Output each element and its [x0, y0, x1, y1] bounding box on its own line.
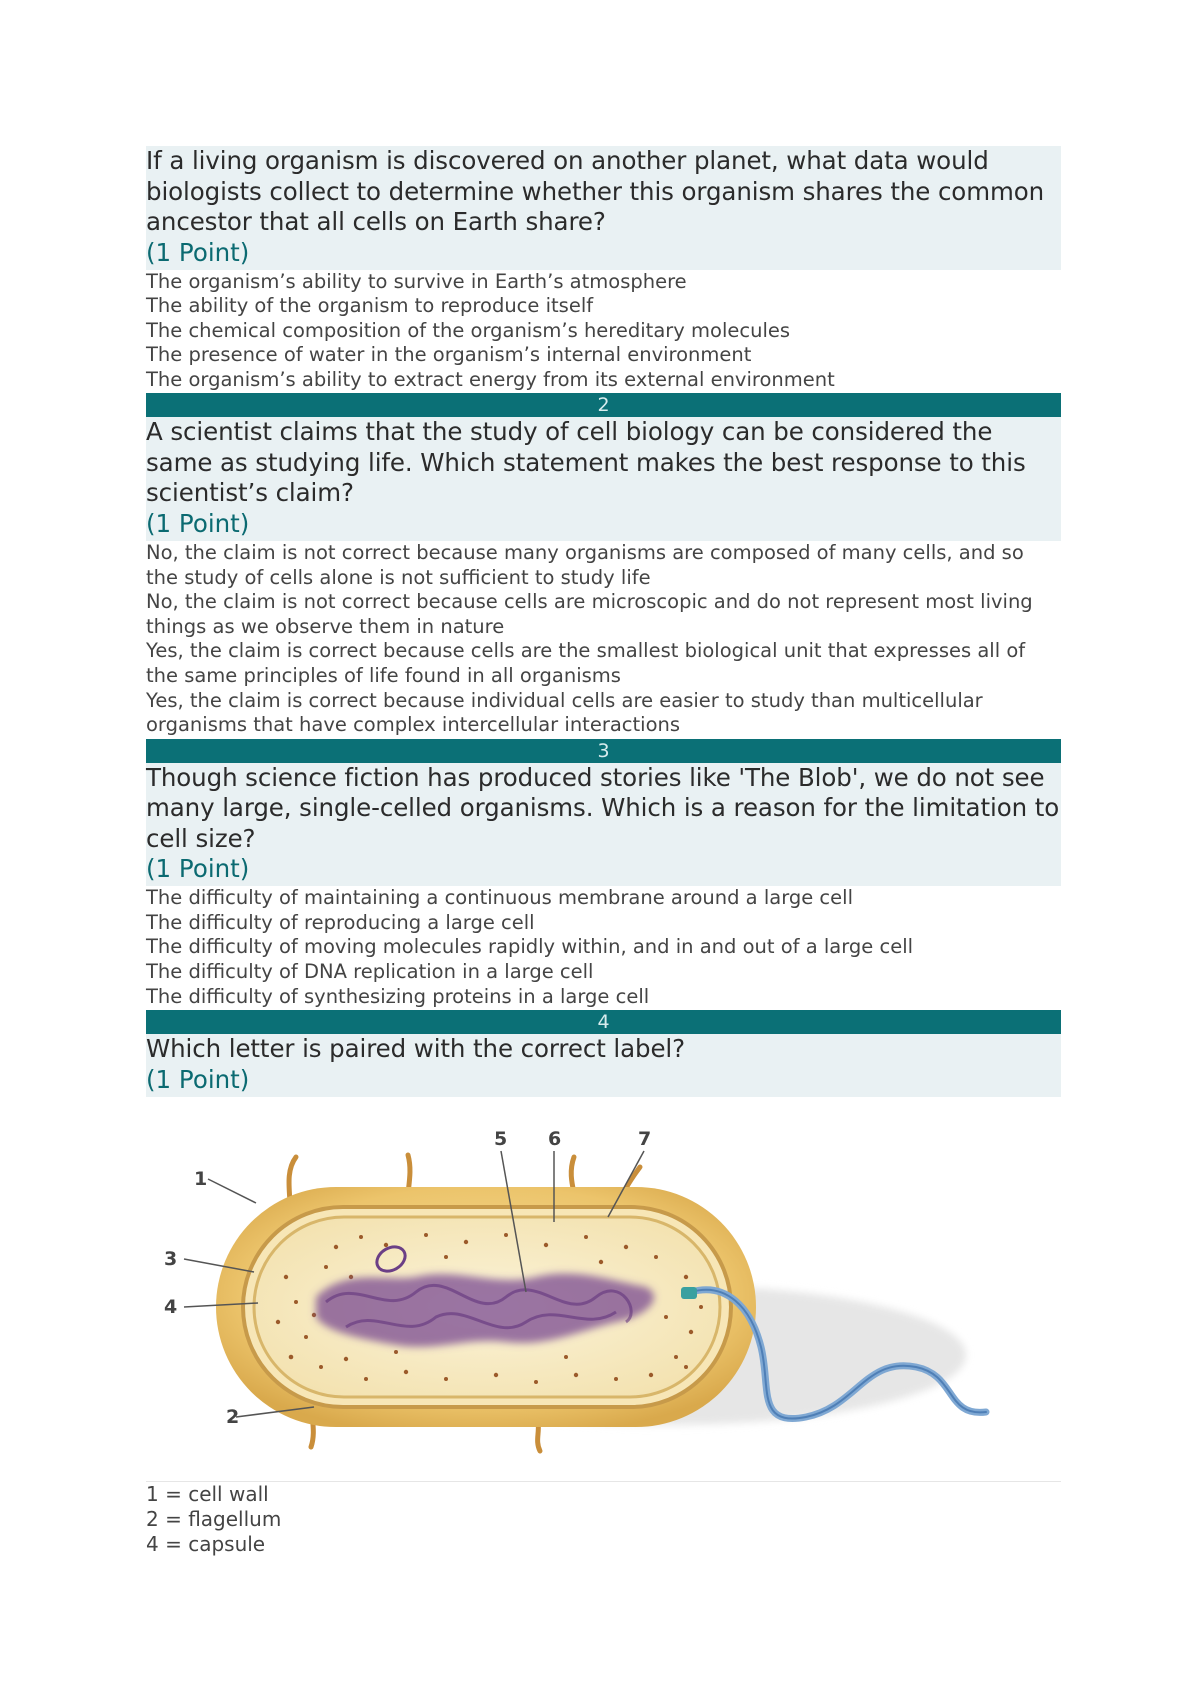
question-1-option-1[interactable]: The organism’s ability to survive in Earth’s atmosphere: [146, 269, 687, 293]
question-2: [146, 393, 1061, 737]
diagram-label-5: 5: [494, 1127, 508, 1150]
question-3-header: [146, 763, 1061, 887]
question-2-option-4[interactable]: Yes, the claim is correct because individual cells are easier to study than multicellular organisms that have complex intercellular interactions: [146, 688, 983, 737]
question-3-number-bar: 3: [146, 739, 1061, 763]
question-1-points: (1 Point): [146, 237, 250, 267]
question-2-option-2[interactable]: No, the claim is not correct because cells are microscopic and do not represent most living things as we observe them in nature: [146, 590, 1033, 638]
question-1-option-2[interactable]: The ability of the organism to reproduce itself: [146, 294, 594, 318]
bacterial-cell-diagram: [146, 1117, 1061, 1471]
question-2-options: [146, 541, 1061, 738]
question-4-answer-3[interactable]: 4 = capsule: [146, 1531, 266, 1556]
diagram-label-3: 3: [164, 1247, 178, 1270]
question-3-text: Though science fiction has produced stories like 'The Blob', we do not see many large, single-celled organisms. Which is a reason for the limitation to cell size?: [146, 762, 1060, 853]
question-1-options: [146, 270, 1061, 393]
question-4-text: Which letter is paired with the correct label?: [146, 1034, 686, 1064]
question-1-option-4[interactable]: The presence of water in the organism’s internal environment: [146, 343, 752, 367]
diagram-label-6: 6: [548, 1127, 562, 1150]
diagram-label-4: 4: [164, 1295, 178, 1318]
quiz-page: [146, 146, 1061, 1557]
question-1-option-3[interactable]: The chemical composition of the organism’s hereditary molecules: [146, 318, 791, 342]
question-4-number-bar: 4: [146, 1010, 1061, 1034]
question-3-option-2[interactable]: The difficulty of reproducing a large cell: [146, 910, 535, 934]
question-4-header: [146, 1034, 1061, 1097]
flagellum-hook: [681, 1287, 697, 1299]
question-3-option-3[interactable]: The difficulty of moving molecules rapidly within, and in and out of a large cell: [146, 935, 914, 959]
question-4-answer-1[interactable]: 1 = cell wall: [146, 1481, 269, 1506]
diagram-label-1: 1: [194, 1167, 208, 1190]
question-1: [146, 146, 1061, 392]
question-2-number-bar: 2: [146, 393, 1061, 417]
question-3: [146, 739, 1061, 1009]
question-3-option-1[interactable]: The difficulty of maintaining a continuous membrane around a large cell: [146, 886, 853, 910]
question-2-option-1[interactable]: No, the claim is not correct because many organisms are composed of many cells, and so the study of cells alone is not sufficient to study life: [146, 540, 1024, 589]
question-2-header: [146, 417, 1061, 541]
question-1-option-5[interactable]: The organism’s ability to extract energy from its external environment: [146, 367, 835, 391]
question-2-text: A scientist claims that the study of cell biology can be considered the same as studying life. Which statement makes the best response to this scientist’s claim?: [146, 417, 1026, 508]
question-1-header: [146, 146, 1061, 270]
question-2-option-3[interactable]: Yes, the claim is correct because cells are the smallest biological unit that expresses all of the same principles of life found in all organisms: [146, 639, 1026, 687]
question-4-answer-2[interactable]: 2 = flagellum: [146, 1506, 282, 1531]
diagram-label-2: 2: [226, 1405, 240, 1428]
question-1-text: If a living organism is discovered on another planet, what data would biologists collect to determine whether this organism shares the common ancestor that all cells on Earth share?: [146, 146, 1045, 236]
question-4: [146, 1010, 1061, 1557]
question-3-option-4[interactable]: The difficulty of DNA replication in a large cell: [146, 960, 594, 983]
question-4-answer-list: [146, 1481, 1061, 1557]
question-4-points: (1 Point): [146, 1064, 250, 1094]
question-3-options: [146, 886, 1061, 1009]
question-2-points: (1 Point): [146, 508, 250, 538]
question-3-option-5[interactable]: The difficulty of synthesizing proteins in a large cell: [146, 984, 650, 1008]
diagram-label-7: 7: [638, 1127, 652, 1150]
question-3-points: (1 Point): [146, 854, 250, 884]
